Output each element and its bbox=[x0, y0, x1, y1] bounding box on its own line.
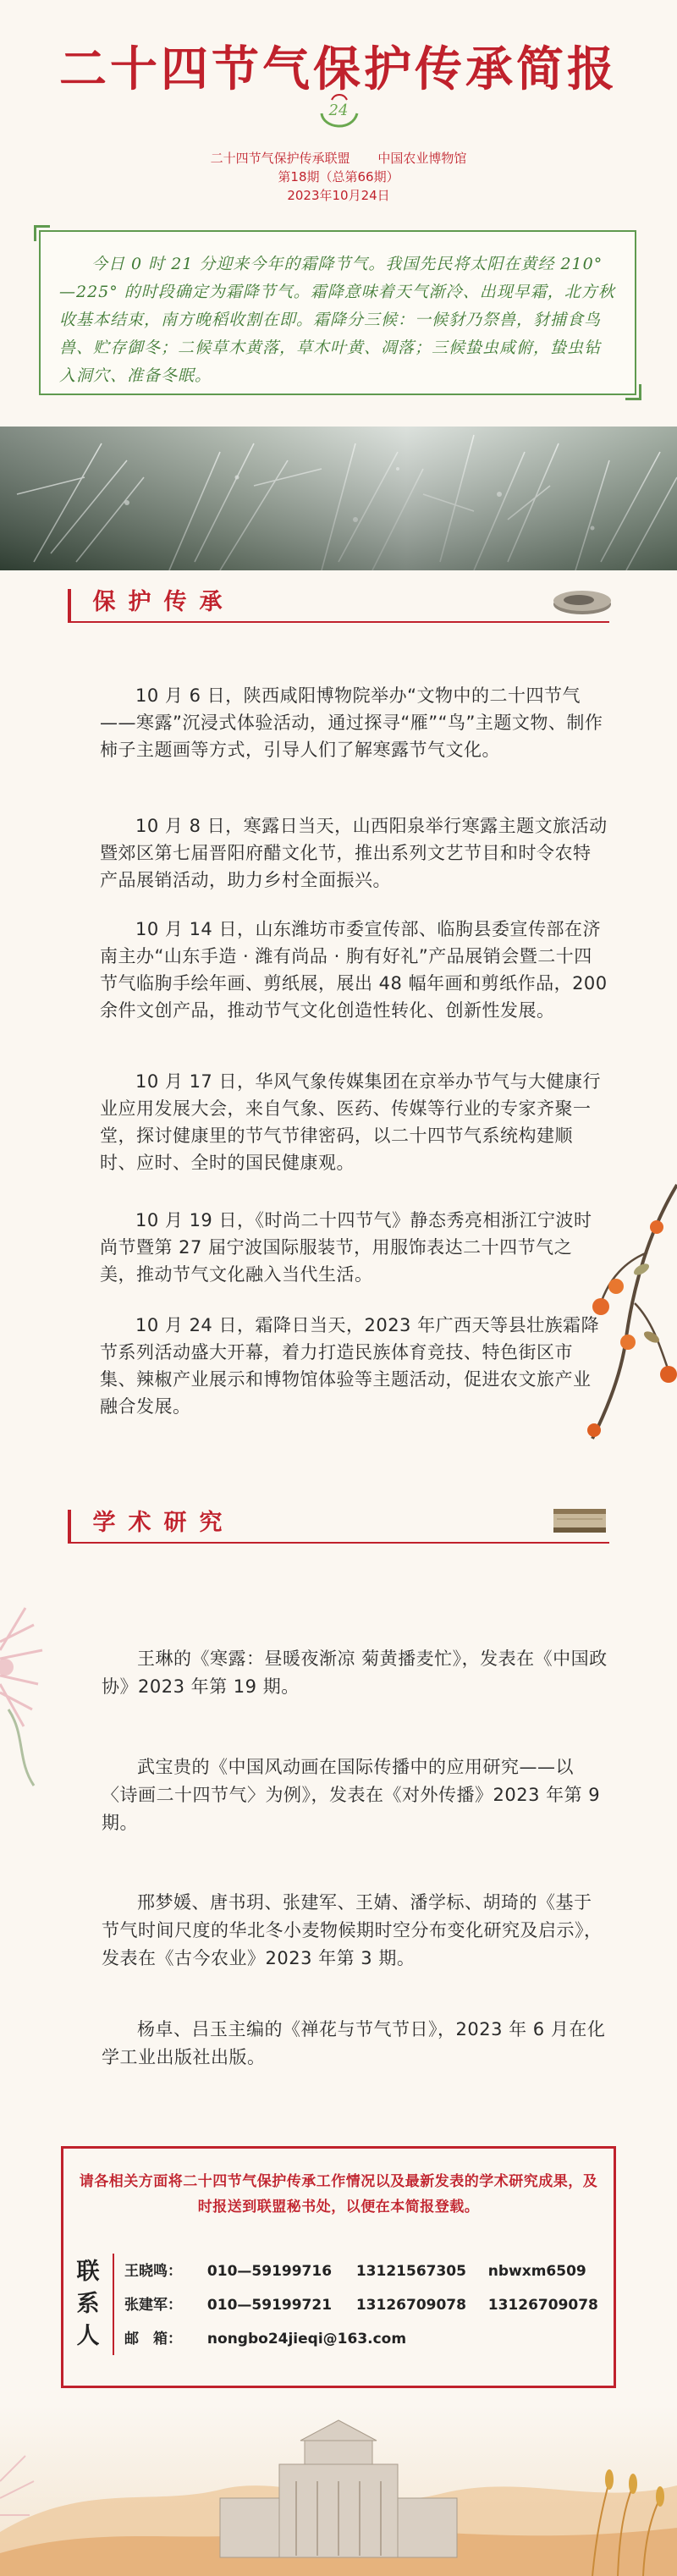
issue-date: 2023年10月24日 bbox=[287, 188, 390, 203]
section-char: 传 bbox=[163, 589, 187, 615]
footer-illustration bbox=[0, 2405, 677, 2576]
list-item: 10 月 6 日，陕西咸阳博物院举办“文物中的二十四节气——寒露”沉浸式体验活动，通过探寻“雁”“鸟”主题文物、制作柿子主题画等方式，引导人们了解寒露节气文化。 bbox=[100, 685, 603, 760]
contact-name: 王晓鸣： bbox=[124, 2263, 182, 2280]
section-rule bbox=[68, 1542, 609, 1544]
list-item: 10 月 8 日，寒露日当天，山西阳泉举行寒露主题文旅活动暨郊区第七届晋阳府醋文化节，推出系列文艺节目和时令农特产品展销活动，助力乡村全面振兴。 bbox=[100, 816, 608, 890]
section-header-protection bbox=[68, 587, 609, 623]
org-alliance: 二十四节气保护传承联盟 bbox=[210, 151, 350, 166]
section-marker bbox=[68, 589, 71, 621]
contact-email-row bbox=[124, 2326, 406, 2348]
section-marker bbox=[68, 1510, 71, 1542]
intro-text: 今日 0 时 21 分迎来今年的霜降节气。我国先民将太阳在黄经 210°—225° 的时段确定为霜降节气。霜降意味着天气渐冷、出现早霜，北方秋收基本结束，南方晚稻收割在即。霜降分三候：一候豺乃祭兽，豺捕食鸟兽、贮存御冬；二候草木黄落，草木叶黄、凋落；三候蛰虫咸俯，蛰虫钻入洞穴、准备冬眠。 bbox=[59, 255, 615, 385]
email-label: 邮 箱： bbox=[124, 2331, 182, 2348]
intro-box bbox=[39, 230, 636, 395]
list-item: 10 月 19 日，《时尚二十四节气》静态秀亮相浙江宁波时尚节暨第 27 届宁波国际服装节，用服饰表达二十四节气之美，推动节气文化融入当代生活。 bbox=[100, 1210, 592, 1285]
section-char: 术 bbox=[128, 1510, 151, 1536]
org-museum: 中国农业博物馆 bbox=[377, 151, 467, 166]
page-title: 二十四节气保护传承简报 bbox=[59, 41, 618, 97]
section-char: 承 bbox=[199, 589, 223, 615]
contact-mobile: 13121567305 bbox=[355, 2263, 466, 2280]
contact-row bbox=[124, 2259, 586, 2280]
contact-label-char: 人 bbox=[76, 2323, 100, 2349]
contact-note: 请各相关方面将二十四节气保护传承工作情况以及最新发表的学术研究成果，及时报送到联盟秘书处，以便在本简报登载。 bbox=[79, 2173, 598, 2215]
contact-mobile: 13126709078 bbox=[355, 2297, 466, 2314]
frost-photo bbox=[0, 427, 677, 570]
issue-number: 第18期（总第66期） bbox=[278, 169, 399, 184]
jieqi-logo bbox=[315, 88, 362, 135]
list-item: 10 月 17 日，华风气象传媒集团在京举办节气与大健康行业应用发展大会，来自气象、医药、传媒等行业的专家齐聚一堂，探讨健康里的节气节律密码，以二十四节气系统构建顺时、应时、全时的国民健康观。 bbox=[100, 1071, 601, 1173]
list-item: 邢梦媛、唐书玥、张建军、王婧、潘学标、胡琦的《基于节气时间尺度的华北冬小麦物候期时空分布变化研究及启示》，发表在《古今农业》2023 年第 3 期。 bbox=[102, 1892, 603, 1968]
book-icon bbox=[550, 1502, 609, 1538]
contact-row bbox=[124, 2293, 598, 2314]
section-char: 护 bbox=[128, 589, 151, 615]
list-item: 10 月 14 日，山东潍坊市委宣传部、临朐县委宣传部在济南主办“山东手造 · 潍有尚品 · 朐有好礼”产品展销会暨二十四节气临朐手绘年画、剪纸展，展出 48 幅年画和剪纸作品，200 余件文创产品，推动节气文化创造性转化、创新性发展。 bbox=[100, 919, 608, 1021]
list-item: 10 月 24 日，霜降日当天，2023 年广西天等县壮族霜降节系列活动盛大开幕，着力打造民族体育竞技、特色街区市集、辣椒产业展示和博物馆体验等主题活动，促进农文旅产业融合发展。 bbox=[100, 1315, 600, 1417]
contact-label-char: 系 bbox=[76, 2291, 100, 2317]
contact-name: 张建军： bbox=[124, 2297, 182, 2314]
contact-phone: 010—59199716 bbox=[206, 2263, 333, 2280]
section-header-research bbox=[68, 1508, 609, 1544]
header-orgs bbox=[0, 149, 677, 167]
section-rule bbox=[68, 621, 609, 623]
contact-divider bbox=[113, 2254, 114, 2355]
contact-extra: nbwxm6509 bbox=[487, 2263, 586, 2280]
section-char: 学 bbox=[92, 1510, 116, 1536]
list-item: 王琳的《寒露：昼暖夜渐凉 菊黄播麦忙》，发表在《中国政协》2023 年第 19 期。 bbox=[102, 1649, 608, 1697]
logo-text: 24 bbox=[328, 102, 349, 119]
section-char: 研 bbox=[163, 1510, 187, 1536]
list-item: 武宝贵的《中国风动画在国际传播中的应用研究——以〈诗画二十四节气〉为例》，发表在《对外传播》2023 年第 9 期。 bbox=[102, 1757, 601, 1833]
contact-box bbox=[61, 2146, 616, 2388]
chrysanthemum-illustration bbox=[0, 1591, 59, 1794]
persimmon-branch-illustration bbox=[575, 1176, 677, 1447]
inkstone-icon bbox=[548, 584, 616, 618]
contact-extra: 13126709078 bbox=[487, 2297, 598, 2314]
contact-label-char: 联 bbox=[76, 2259, 100, 2285]
email-address[interactable]: nongbo24jieqi@163.com bbox=[206, 2331, 407, 2348]
section-char: 究 bbox=[199, 1510, 223, 1536]
section-char: 保 bbox=[92, 589, 116, 615]
list-item: 杨卓、吕玉主编的《禅花与节气节日》，2023 年 6 月在化学工业出版社出版。 bbox=[102, 2019, 606, 2067]
contact-phone: 010—59199721 bbox=[206, 2297, 333, 2314]
header bbox=[0, 0, 677, 212]
contact-label bbox=[63, 2254, 113, 2355]
